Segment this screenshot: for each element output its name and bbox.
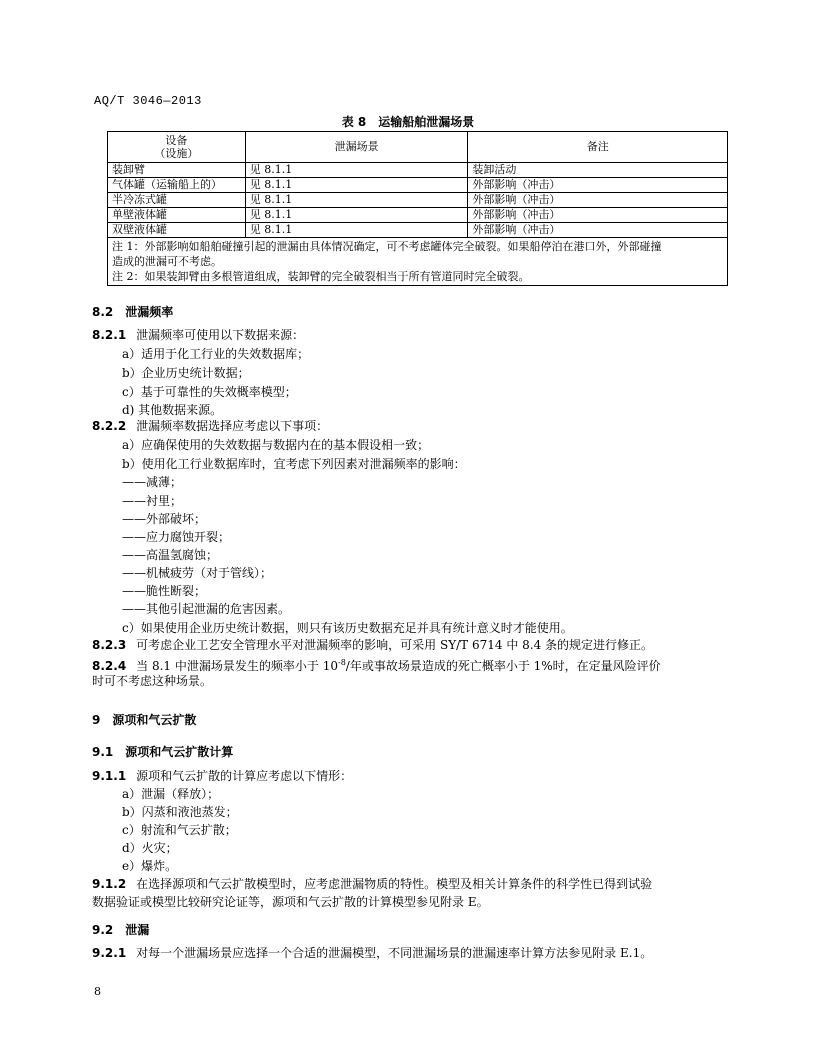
dash-item: ——其他引起泄漏的危害因素。 — [122, 602, 291, 616]
cell-equipment: 半冷冻式罐 — [108, 193, 246, 208]
clause-8-2-4-cont: 时可不考虑这种场景。 — [92, 674, 213, 688]
list-item: a）泄漏（释放）； — [122, 787, 220, 801]
cell-equipment: 装卸臂 — [108, 163, 246, 178]
list-item: a）应确保使用的失效数据与数据内在的基本假设相一致； — [122, 438, 430, 452]
section-heading-9: 9 源项和气云扩散 — [92, 713, 197, 727]
dash-item: ——应力腐蚀开裂； — [122, 530, 231, 544]
header-equipment — [108, 132, 246, 163]
clause-9-2-1 — [92, 945, 742, 961]
exponent: -8 — [337, 658, 346, 667]
clause-text-b: /年或事故场景造成的死亡概率小于 1%时，在定量风险评价 — [345, 659, 661, 673]
clause-text: 对每一个泄漏场景应选择一个合适的泄漏模型，不同泄漏场景的泄漏速率计算方法参见附录 E.1。 — [136, 946, 653, 960]
cell-scenario: 见 8.1.1 — [245, 163, 468, 178]
cell-scenario: 见 8.1.1 — [245, 193, 468, 208]
list-item: c）基于可靠性的失效概率模型； — [122, 385, 297, 399]
dash-item: ——减薄； — [122, 475, 183, 489]
cell-equipment: 气体罐（运输船上的） — [108, 178, 246, 193]
cell-scenario: 见 8.1.1 — [245, 223, 468, 238]
cell-equipment: 单壁液体罐 — [108, 208, 246, 223]
list-item: c）如果使用企业历史统计数据，则只有该历史数据充足并具有统计意义时才能使用。 — [122, 621, 573, 635]
list-item: b）使用化工行业数据库时，宜考虑下列因素对泄漏频率的影响： — [122, 457, 466, 471]
cell-scenario: 见 8.1.1 — [245, 208, 468, 223]
clause-number: 8.2.1 — [92, 328, 127, 342]
clause-text-a: 当 8.1 中泄漏场景发生的频率小于 10 — [136, 659, 338, 673]
clause-9-1-1 — [92, 768, 742, 784]
cell-remarks: 装卸活动 — [468, 163, 728, 178]
table-row — [108, 193, 728, 208]
dash-item: ——高温氢腐蚀； — [122, 548, 219, 562]
list-item: b）企业历史统计数据； — [122, 366, 250, 380]
table-row — [108, 208, 728, 223]
note-1-line2: 造成的泄漏可不考虑。 — [112, 255, 222, 268]
cell-scenario: 见 8.1.1 — [245, 178, 468, 193]
section-heading-8-2: 8.2 泄漏频率 — [92, 305, 174, 319]
list-item: d）火灾； — [122, 841, 178, 855]
clause-9-1-2-cont: 数据验证或模型比较研究论证等，源项和气云扩散的计算模型参见附录 E。 — [92, 895, 489, 909]
clause-number: 8.2.2 — [92, 419, 127, 433]
table-row — [108, 178, 728, 193]
list-item: e）爆炸。 — [122, 859, 178, 873]
clause-9-1-2 — [92, 876, 742, 892]
list-item: d) 其他数据来源。 — [122, 403, 223, 417]
dash-item: ——外部破坏； — [122, 512, 207, 526]
table-title: 表 8 运输船舶泄漏场景 — [341, 115, 475, 129]
table-row — [108, 163, 728, 178]
note-2: 注 2：如果装卸臂由多根管道组成，装卸臂的完全破裂相当于所有管道同时完全破裂。 — [112, 270, 530, 283]
clause-text: 在选择源项和气云扩散模型时，应考虑泄漏物质的特性。模型及相关计算条件的科学性已得到试验 — [136, 877, 653, 891]
dash-item: ——脆性断裂； — [122, 584, 207, 598]
leak-scenario-table — [107, 131, 728, 286]
page-number: 8 — [94, 985, 101, 998]
table-notes — [108, 238, 728, 286]
standard-code: AQ/T 3046—2013 — [94, 94, 202, 108]
clause-8-2-3 — [92, 637, 742, 653]
cell-remarks: 外部影响（冲击） — [468, 208, 728, 223]
clause-number: 9.2.1 — [92, 946, 127, 960]
header-scenario: 泄漏场景 — [245, 132, 468, 163]
clause-text: 泄漏频率数据选择应考虑以下事项： — [136, 419, 329, 433]
table-row — [108, 223, 728, 238]
header-remarks: 备注 — [468, 132, 728, 163]
clause-number: 8.2.4 — [92, 659, 127, 673]
section-heading-9-2: 9.2 泄漏 — [92, 923, 150, 937]
clause-number: 8.2.3 — [92, 638, 127, 652]
header-equipment-line1: 设备 — [165, 134, 188, 147]
cell-equipment: 双壁液体罐 — [108, 223, 246, 238]
list-item: a）适用于化工行业的失效数据库； — [122, 347, 310, 361]
cell-remarks: 外部影响（冲击） — [468, 223, 728, 238]
clause-text: 泄漏频率可使用以下数据来源： — [136, 328, 305, 342]
clause-text: 源项和气云扩散的计算应考虑以下情形： — [136, 769, 353, 783]
dash-item: ——机械疲劳（对于管线）； — [122, 566, 273, 580]
clause-number: 9.1.1 — [92, 769, 127, 783]
cell-remarks: 外部影响（冲击） — [468, 193, 728, 208]
table-notes-row — [108, 238, 728, 286]
dash-item: ——衬里； — [122, 494, 183, 508]
table-header-row — [108, 132, 728, 163]
clause-8-2-4 — [92, 655, 742, 674]
list-item: b）闪蒸和液池蒸发； — [122, 805, 238, 819]
header-equipment-line2: （设施） — [154, 147, 199, 160]
clause-text: 可考虑企业工艺安全管理水平对泄漏频率的影响，可采用 SY/T 6714 中 8.4 条的规定进行修正。 — [136, 638, 654, 652]
clause-number: 9.1.2 — [92, 877, 127, 891]
section-heading-9-1: 9.1 源项和气云扩散计算 — [92, 745, 234, 759]
clause-8-2-1 — [92, 327, 742, 343]
list-item: c）射流和气云扩散； — [122, 823, 237, 837]
clause-8-2-2 — [92, 418, 742, 434]
note-1-line1: 注 1：外部影响如船舶碰撞引起的泄漏由具体情况确定，可不考虑罐体完全破裂。如果船停泊在港口外，外部碰撞 — [112, 240, 662, 253]
cell-remarks: 外部影响（冲击） — [468, 178, 728, 193]
